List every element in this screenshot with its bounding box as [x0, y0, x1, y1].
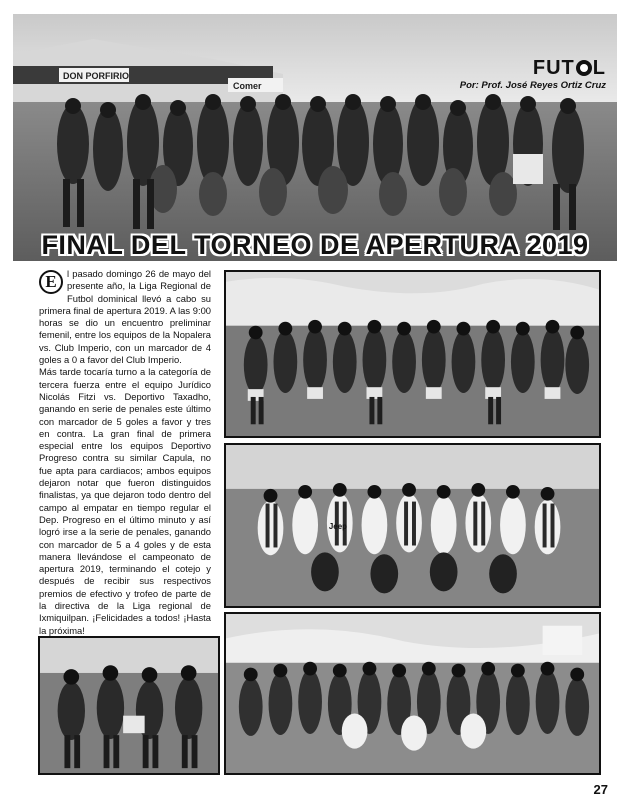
article-paragraph-1 [39, 268, 211, 366]
hero-sign-text-2: Comer [233, 81, 262, 91]
hero-team-photo [13, 14, 617, 261]
section-brand [460, 58, 606, 91]
article-paragraph-2: Más tarde tocaría turno a la categoría de tercera fuerza entre el equipo Jurídico Nicolás Fitzi vs. Deportivo Taxadho, ganando en serie de penales este último con marcador de 5 goles a favor y tres en contra. La gran final de primera especial entre los equipos Deportivo Progreso contra su similar Capula, no fue apta para cardiacos; ambos equipos dejaron notar que fueron distinguidos finalistas, ya que dejaron todo dentro del campo al empatar en tiempo regular el Dep. Progreso en el último minuto y así logró irse a la serie de penales, ganando con marcador de 5 a 4 goles y de esta manera llevándose el campeonato de apertura 2019, terminando el cotejo y después de recibir sus respectivos premios de efectivo y trofeo de parte de la directiva de la Liga regional de Ixmiquilpan. ¡Felicidades a todos! ¡Hasta la próxima! [39, 366, 211, 636]
hero-sign-text: DON PORFIRIO [63, 71, 130, 81]
paragraph-1-text: l pasado domingo 26 de mayo del presente año, la Liga Regional de Futbol dominical llevó a cabo su primera final de apertura 2019. A las 9:00 horas se dio un encuentro preliminar femenil, entre los equipos de la Nopalera vs. Club Imperio, con un marcador de 4 goles a 0 a favor del Club Imperio. [39, 268, 211, 366]
page-headline: FINAL DEL TORNEO DE APERTURA 2019 [41, 230, 589, 260]
team-photo-3-image [226, 614, 599, 773]
officials-photo [38, 636, 220, 775]
team-photo-1-image [226, 272, 599, 436]
hero-photo-image [13, 14, 617, 261]
officials-photo-image [40, 638, 218, 773]
dropcap-letter: E [39, 270, 63, 294]
futbol-logo [460, 58, 606, 78]
team-photo-2-image [226, 445, 599, 606]
article-body [39, 268, 211, 637]
team-photo-3 [224, 612, 601, 775]
author-byline: Por: Prof. José Reyes Ortiz Cruz [459, 80, 606, 91]
soccer-ball-icon [576, 60, 592, 76]
jersey-sponsor-text: Jeep [328, 521, 347, 531]
team-photo-2 [224, 443, 601, 608]
logo-text-end: L [592, 57, 606, 79]
logo-text-start: FUT [532, 57, 575, 79]
page-number: 27 [593, 782, 608, 797]
team-photo-1 [224, 270, 601, 438]
